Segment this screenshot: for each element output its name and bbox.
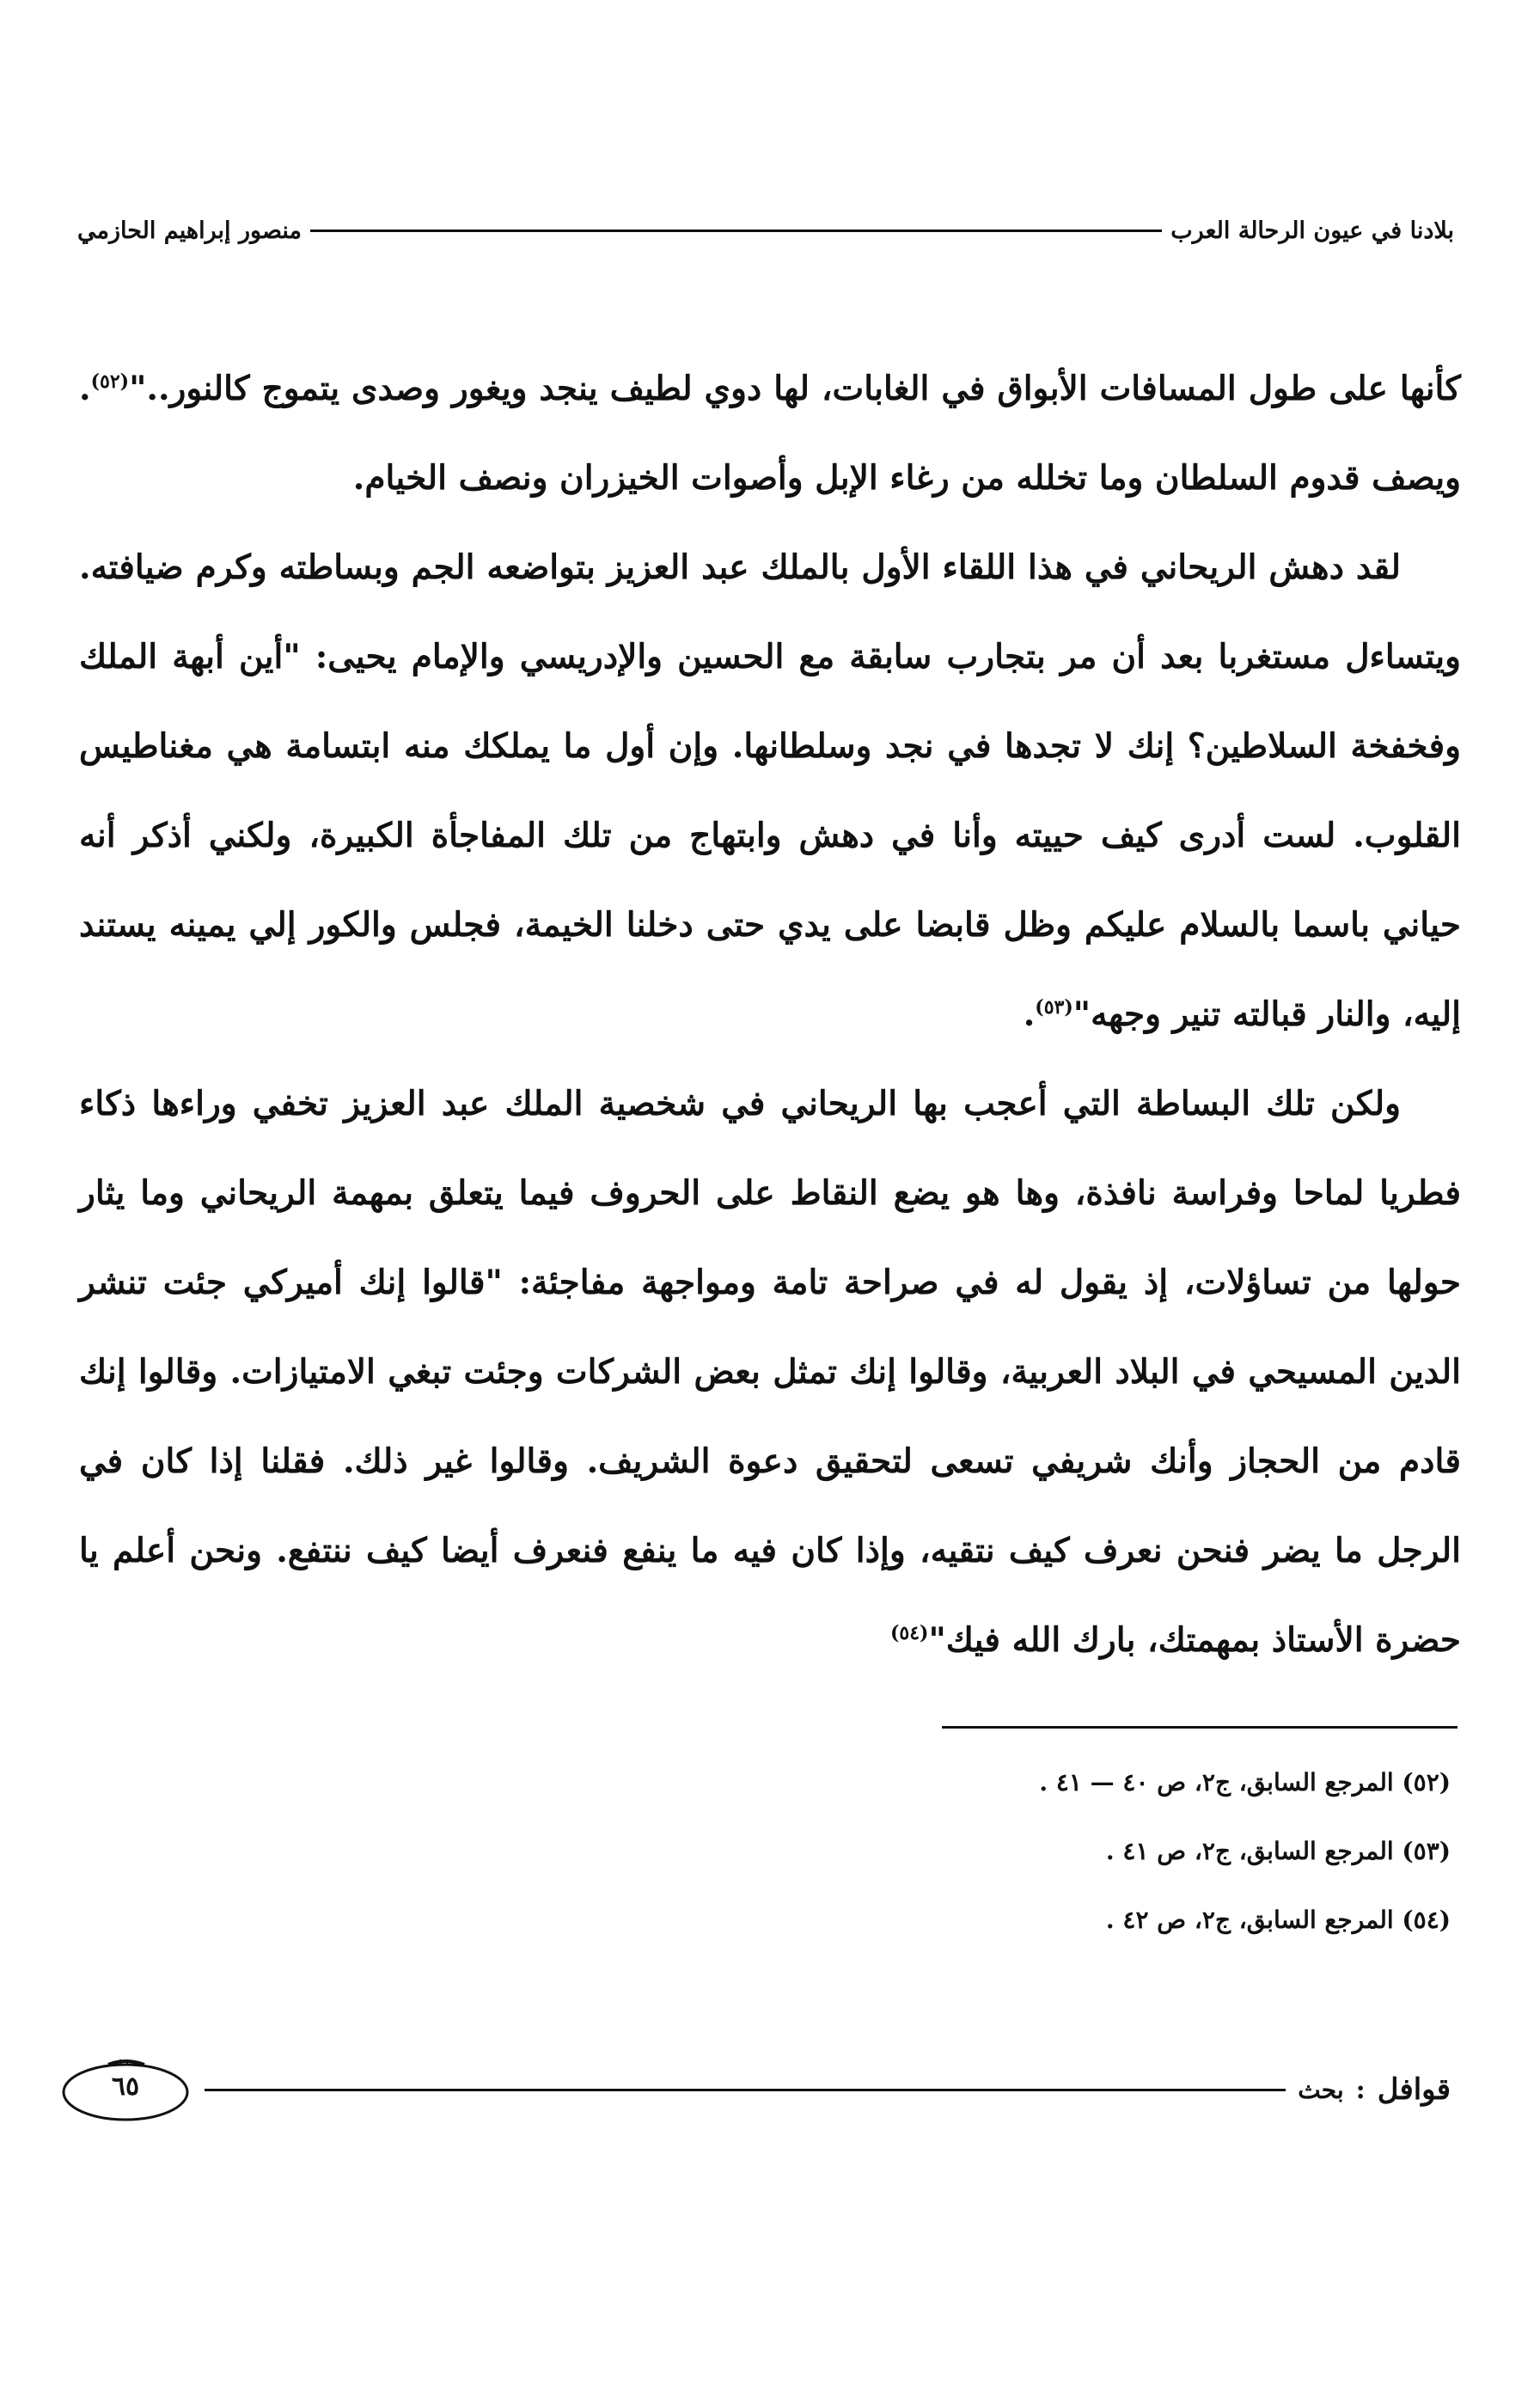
footnote-54: (٥٤) المرجع السابق، ج٢، ص ٤٢ . <box>1105 1906 1451 1934</box>
footnote-52: (٥٢) المرجع السابق، ج٢، ص ٤٠ — ٤١ . <box>1039 1768 1451 1796</box>
page-number-badge <box>58 2056 192 2123</box>
footer-rule <box>205 2089 1286 2091</box>
paragraph-2-text-end: . <box>1023 995 1036 1034</box>
paragraph-1-text: كأنها على طول المسافات الأبواق في الغابات، لها دوي لطيف ينجد ويغور وصدى يتموج كالنور.." <box>129 369 1461 408</box>
footnote-53: (٥٣) المرجع السابق، ج٢، ص ٤١ . <box>1105 1837 1451 1865</box>
footer-section-label: بحث <box>1298 2075 1344 2104</box>
paragraph-1-text-end: . ويصف قدوم السلطان وما تخلله من رغاء الإبل وأصوات الخيزران ونصف الخيام. <box>79 369 1461 498</box>
footnote-separator <box>942 1726 1458 1729</box>
footnotes <box>516 1748 1451 1955</box>
header-author: منصور إبراهيم الحازمي <box>77 217 302 244</box>
footnote-ref-52: (٥٢) <box>90 370 130 393</box>
page-number: ٦٥ <box>111 2072 140 2102</box>
body-text <box>79 344 1461 1685</box>
running-header <box>77 206 1454 254</box>
paragraph-1 <box>79 344 1461 523</box>
footer-series-name: قوافل <box>1377 2072 1451 2107</box>
paragraph-2-text: لقد دهش الريحاني في هذا اللقاء الأول بالملك عبد العزيز بتواضعه الجم وبساطته وكرم ضيافته. ويتساءل مستغربا بعد أن مر بتجارب سابقة مع الحسين والإدريسي والإمام يحيى: "أين أبهة الملك وفخفخة السلاطين؟ إنك لا تجدها في نجد وسلطانها. وإن أول ما يملكك منه ابتسامة هي مغناطيس القلوب. لست أدرى كيف حييته وأنا في دهش وابتهاج من تلك المفاجأة الكبيرة، ولكني أذكر أنه حياني باسما بالسلام عليكم وظل قابضا على يدي حتى دخلنا الخيمة، فجلس والكور إلي يمينه يستند إليه، والنار قبالته تنير وجهه" <box>79 548 1461 1034</box>
paragraph-3-text: ولكن تلك البساطة التي أعجب بها الريحاني في شخصية الملك عبد العزيز تخفي وراءها ذكاء فطريا لماحا وفراسة نافذة، وها هو يضع النقاط على الحروف فيما يتعلق بمهمة الريحاني وما يثار حولها من تساؤلات، إذ يقول له في صراحة تامة ومواجهة مفاجئة: "قالوا إنك أميركي جئت تنشر الدين المسيحي في البلاد العربية، وقالوا إنك تمثل بعض الشركات وجئت تبغي الامتيازات. وقالوا إنك قادم من الحجاز وأنك شريفي تسعى لتحقيق دعوة الشريف. وقالوا غير ذلك. فقلنا إذا كان في الرجل ما يضر فنحن نعرف كيف نتقيه، وإذا كان فيه ما ينفع فنعرف أيضا كيف ننتفع. ونحن أعلم يا حضرة الأستاذ بمهمتك، بارك الله فيك" <box>79 1084 1461 1660</box>
footer-colon: : <box>1355 2074 1366 2105</box>
page-footer <box>58 2051 1451 2128</box>
footnote-ref-54: (٥٤) <box>889 1622 929 1644</box>
header-rule <box>310 230 1162 232</box>
footnote-ref-53: (٥٣) <box>1035 996 1073 1019</box>
paragraph-3 <box>79 1059 1461 1685</box>
header-book-title: بلادنا في عيون الرحالة العرب <box>1170 217 1454 244</box>
paragraph-2 <box>79 523 1461 1059</box>
